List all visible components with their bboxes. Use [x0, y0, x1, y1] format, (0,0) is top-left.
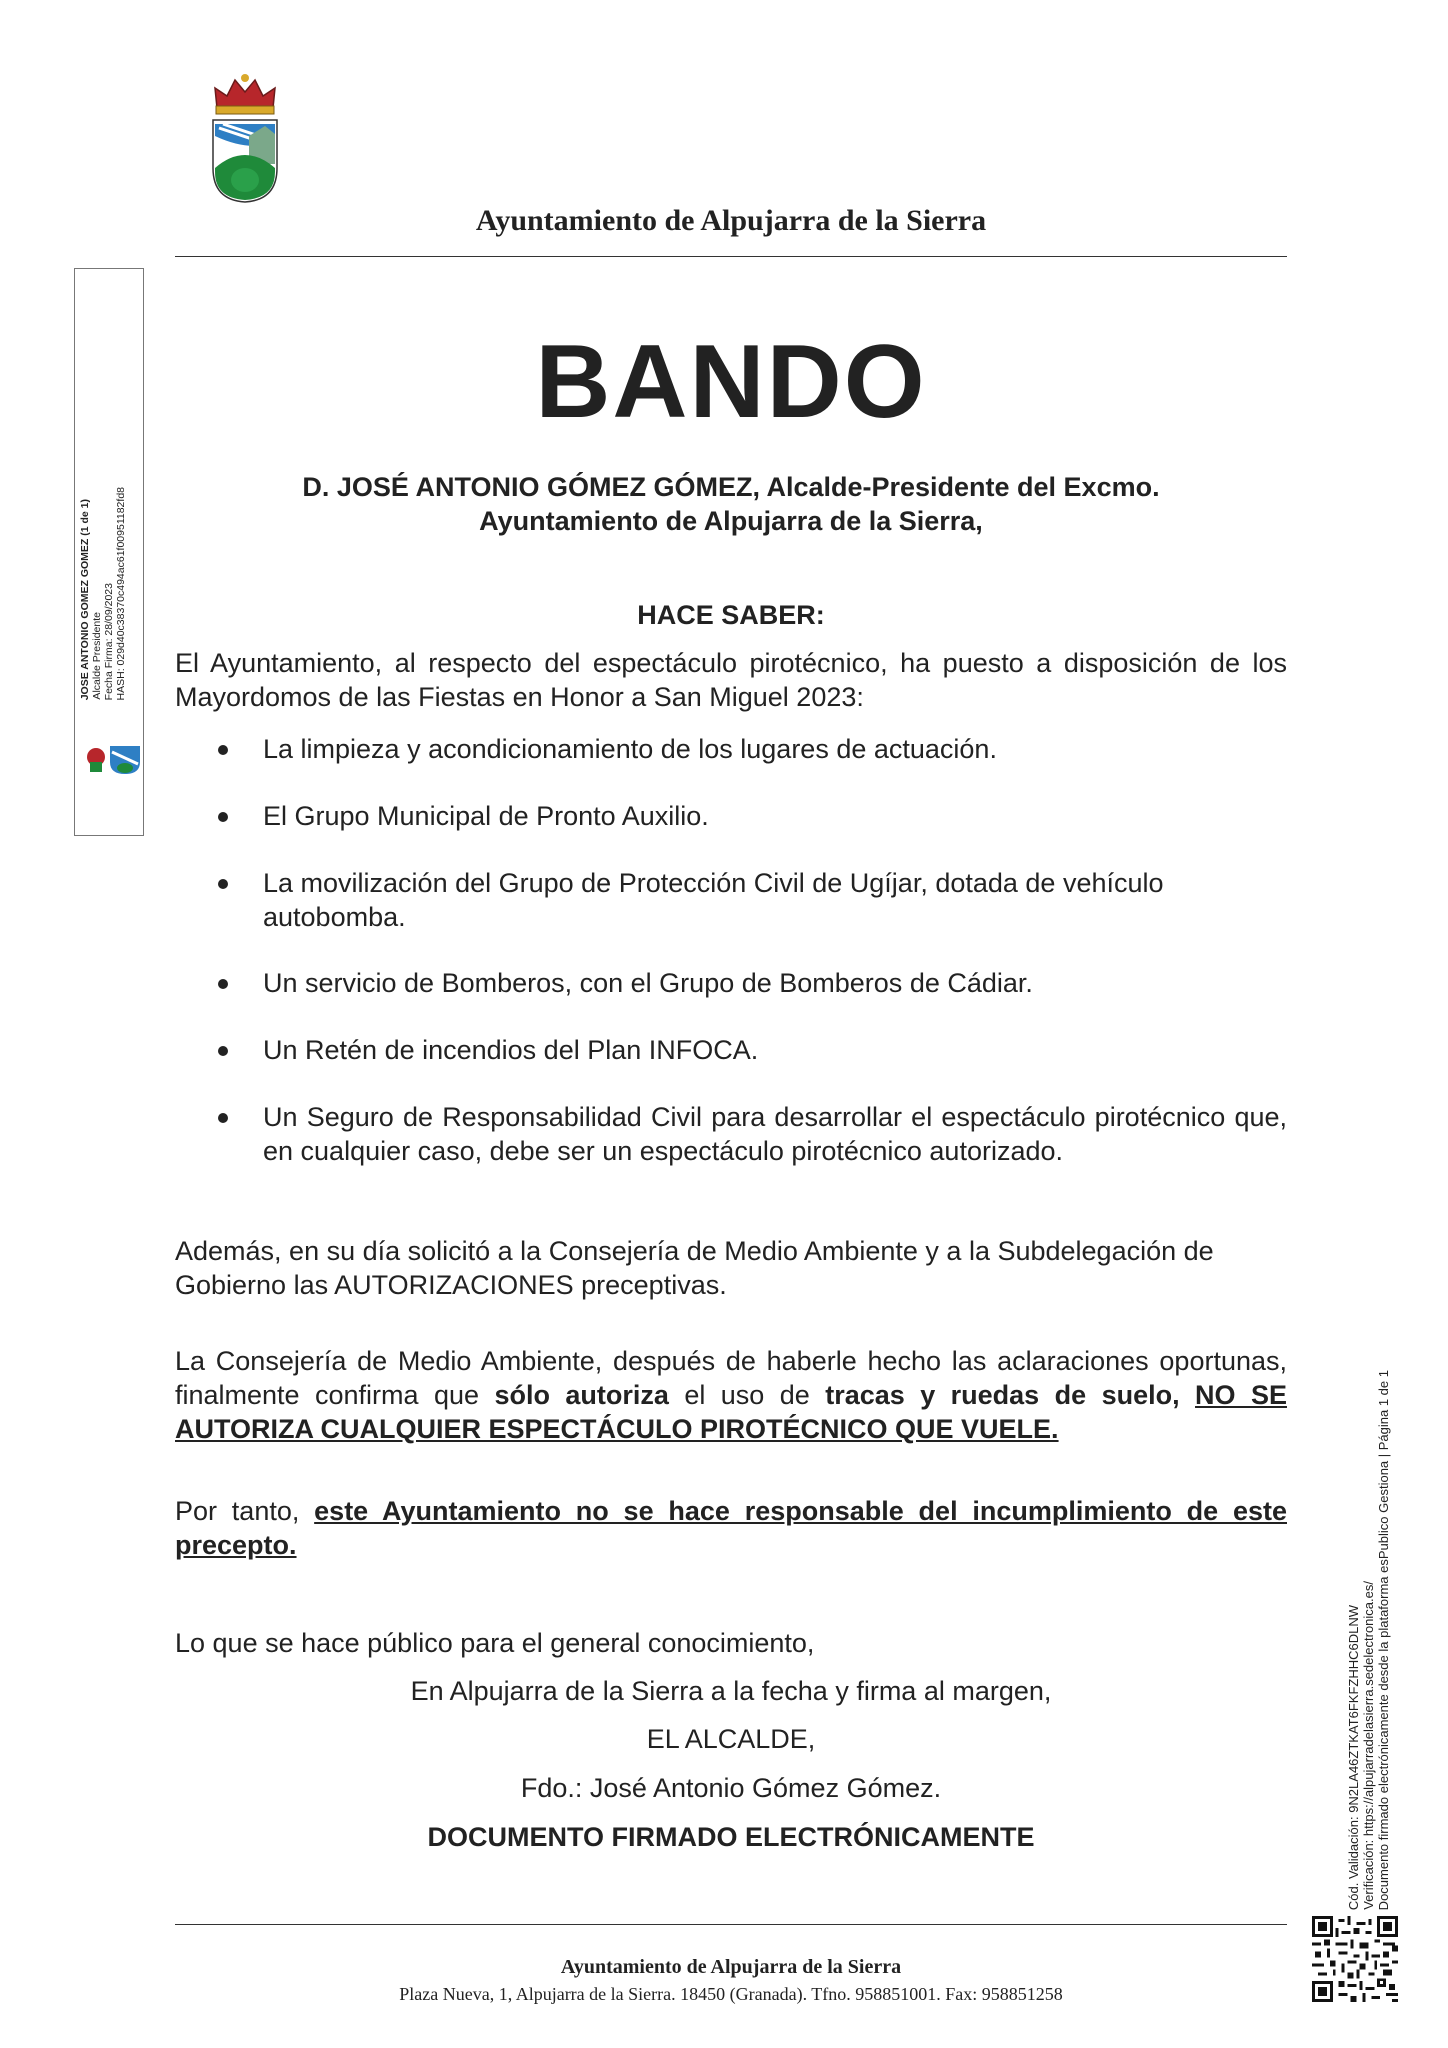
bullet-dot-icon	[218, 745, 228, 755]
signature-hash: HASH: 029d40c38370c494ac61f00951182fd8	[115, 486, 127, 700]
consejeria-paragraph: La Consejería de Medio Ambiente, después de haberle hecho las aclaraciones oportunas, finalmente confirma que sólo autoriza el uso de tracas y ruedas de suelo, NO SE AUTORIZA CUALQUIER ESPECTÁCULO PIROTÉCNICO QUE VUELE.	[175, 1346, 1287, 1444]
issuer-line	[175, 470, 1287, 538]
verification-code: Cód. Validación: 9N2LA46ZTKAT6FKFZHHC6DLNW	[1346, 1604, 1361, 1910]
bullet-dot-icon	[218, 1046, 228, 1056]
qr-code-icon	[1312, 1916, 1398, 2002]
verification-url: Verificación: https://alpujarradelasierra.sedelectronica.es/	[1361, 1581, 1376, 1910]
footer-address: Plaza Nueva, 1, Alpujarra de la Sierra. 18450 (Granada). Tfno. 958851001. Fax: 958851258	[399, 1984, 1063, 2004]
ademas-paragraph: Además, en su día solicitó a la Consejería de Medio Ambiente y a la Subdelegación de Gobierno las AUTORIZACIONES preceptivas.	[175, 1236, 1214, 1300]
header-divider	[175, 256, 1287, 257]
bullet-dot-icon	[218, 879, 228, 889]
signer-title: EL ALCALDE,	[646, 1724, 816, 1754]
verification-text	[1346, 1290, 1406, 1910]
hace-saber-heading: HACE SABER:	[637, 600, 825, 630]
small-coat-of-arms-icon	[82, 738, 144, 776]
coat-of-arms-logo	[209, 72, 281, 204]
footer-divider	[175, 1924, 1287, 1925]
place-date-line: En Alpujarra de la Sierra a la fecha y firma al margen,	[410, 1676, 1052, 1706]
signed-note: DOCUMENTO FIRMADO ELECTRÓNICAMENTE	[427, 1822, 1035, 1852]
issuer-line-2: Ayuntamiento de Alpujarra de la Sierra,	[479, 506, 983, 536]
signature-role: Alcalde Presidente	[91, 612, 103, 700]
header-title: Ayuntamiento de Alpujarra de la Sierra	[475, 204, 987, 237]
bullet-dot-icon	[218, 979, 228, 989]
signature-date: Fecha Firma: 28/09/2023	[103, 582, 115, 700]
footer-title: Ayuntamiento de Alpujarra de la Sierra	[560, 1956, 902, 1978]
bullet-dot-icon	[218, 1113, 228, 1123]
bullet-dot-icon	[218, 812, 228, 822]
intro-paragraph: El Ayuntamiento, al respecto del espectáculo pirotécnico, ha puesto a disposición de los Mayordomos de las Fiestas en Honor a San Miguel 2023:	[175, 648, 1287, 712]
signature-name: JOSE ANTONIO GOMEZ GOMEZ (1 de 1)	[79, 498, 91, 700]
issuer-line-1: D. JOSÉ ANTONIO GÓMEZ GÓMEZ, Alcalde-Presidente del Excmo.	[302, 472, 1160, 502]
signature-stamp-text	[79, 430, 134, 700]
por-tanto-paragraph: Por tanto, este Ayuntamiento no se hace responsable del incumplimiento de este precepto.	[175, 1496, 1287, 1560]
signer-name: Fdo.: José Antonio Gómez Gómez.	[520, 1773, 942, 1803]
document-title: BANDO	[535, 324, 927, 440]
verification-platform: Documento firmado electrónicamente desde la plataforma esPublico Gestiona | Página 1 de 1	[1376, 1369, 1391, 1910]
publico-line: Lo que se hace público para el general conocimiento,	[175, 1628, 815, 1658]
